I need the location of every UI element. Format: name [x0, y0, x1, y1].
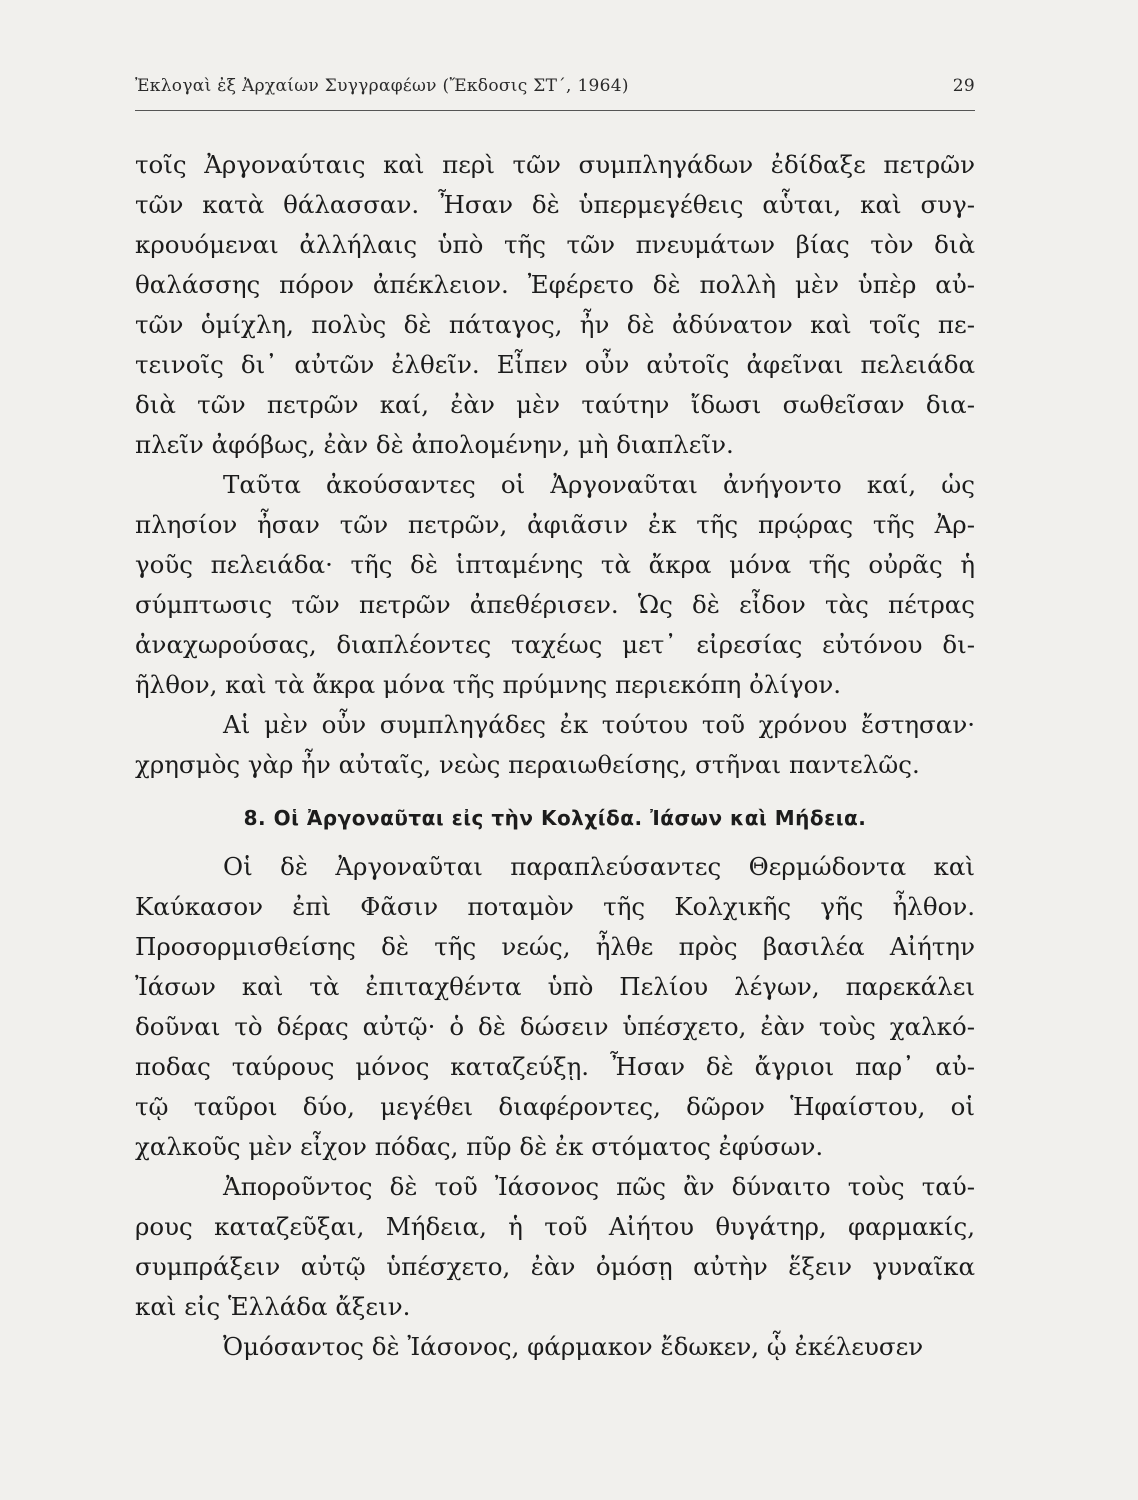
text-line: διὰ τῶν πετρῶν καί, ἐὰν μὲν ταύτην ἴδωσι σωθεῖσαν δια-	[135, 390, 975, 419]
text-line: Αἱ μὲν οὖν συμπληγάδες ἐκ τούτου τοῦ χρόνου ἔστησαν·	[223, 710, 975, 739]
text-line: ποδας ταύρους μόνος καταζεύξῃ. Ἦσαν δὲ ἄγριοι παρ᾽ αὐ-	[135, 1052, 975, 1081]
text-line: τοῖς Ἀργοναύταις καὶ περὶ τῶν συμπληγάδων ἐδίδαξε πετρῶν	[135, 150, 975, 179]
running-header-title: Ἐκλογαὶ ἐξ Ἀρχαίων Συγγραφέων (Ἔκδοσις ΣΤ΄, 1964)	[135, 76, 629, 96]
page-number: 29	[952, 76, 975, 96]
text-line: γοῦς πελειάδα· τῆς δὲ ἱπταμένης τὰ ἄκρα μόνα τῆς οὐρᾶς ἡ	[135, 550, 975, 579]
paragraph	[135, 705, 975, 785]
running-header	[135, 76, 975, 106]
text-line: χαλκοῦς μὲν εἶχον πόδας, πῦρ δὲ ἐκ στόματος ἐφύσων.	[135, 1132, 824, 1161]
text-line: καὶ εἰς Ἑλλάδα ἄξειν.	[135, 1292, 411, 1321]
text-line: Ἰάσων καὶ τὰ ἐπιταχθέντα ὑπὸ Πελίου λέγων, παρεκάλει	[135, 972, 975, 1001]
text-line: Προσορμισθείσης δὲ τῆς νεώς, ἦλθε πρὸς βασιλέα Αἰήτην	[135, 932, 975, 961]
text-line: σύμπτωσις τῶν πετρῶν ἀπεθέρισεν. Ὡς δὲ εἶδον τὰς πέτρας	[135, 590, 975, 619]
paragraph	[135, 847, 975, 1167]
paragraph	[135, 1327, 975, 1367]
body-text	[135, 145, 975, 1367]
text-line: τῷ ταῦροι δύο, μεγέθει διαφέροντες, δῶρον Ἡφαίστου, οἱ	[135, 1092, 975, 1121]
text-line: θαλάσσης πόρον ἀπέκλειον. Ἐφέρετο δὲ πολλὴ μὲν ὑπὲρ αὐ-	[135, 270, 975, 299]
text-line: Ταῦτα ἀκούσαντες οἱ Ἀργοναῦται ἀνήγοντο καί, ὡς	[223, 470, 975, 499]
text-line: χρησμὸς γὰρ ἦν αὐταῖς, νεὼς περαιωθείσης, στῆναι παντελῶς.	[135, 750, 920, 779]
text-line: Ὀμόσαντος δὲ Ἰάσονος, φάρμακον ἔδωκεν, ᾧ ἐκέλευσεν	[223, 1332, 924, 1361]
text-line: πλησίον ἦσαν τῶν πετρῶν, ἀφιᾶσιν ἐκ τῆς πρῴρας τῆς Ἀρ-	[135, 510, 975, 539]
text-line: ἀναχωρούσας, διαπλέοντες ταχέως μετ᾽ εἰρεσίας εὐτόνου δι-	[135, 630, 975, 659]
text-line: Οἱ δὲ Ἀργοναῦται παραπλεύσαντες Θερμώδοντα καὶ	[223, 852, 975, 881]
text-line: τεινοῖς δι᾽ αὐτῶν ἐλθεῖν. Εἶπεν οὖν αὐτοῖς ἀφεῖναι πελειάδα	[135, 350, 975, 379]
text-line: συμπράξειν αὐτῷ ὑπέσχετο, ἐὰν ὀμόσῃ αὐτὴν ἕξειν γυναῖκα	[135, 1252, 975, 1281]
header-rule	[135, 110, 975, 111]
text-line: δοῦναι τὸ δέρας αὐτῷ· ὁ δὲ δώσειν ὑπέσχετο, ἐὰν τοὺς χαλκό-	[135, 1012, 975, 1041]
paragraph	[135, 1167, 975, 1327]
text-line: κρουόμεναι ἀλλήλαις ὑπὸ τῆς τῶν πνευμάτων βίας τὸν διὰ	[135, 230, 975, 259]
text-line: ρους καταζεῦξαι, Μήδεια, ἡ τοῦ Αἰήτου θυγάτηρ, φαρμακίς,	[135, 1212, 975, 1241]
paragraph	[135, 145, 975, 465]
text-line: τῶν ὁμίχλη, πολὺς δὲ πάταγος, ἦν δὲ ἀδύνατον καὶ τοῖς πε-	[135, 310, 975, 339]
paragraph	[135, 465, 975, 705]
text-line: Ἀποροῦντος δὲ τοῦ Ἰάσονος πῶς ἂν δύναιτο τοὺς ταύ-	[223, 1172, 975, 1201]
text-line: ῆλθον, καὶ τὰ ἄκρα μόνα τῆς πρύμνης περιεκόπη ὀλίγον.	[135, 670, 842, 699]
text-line: Καύκασον ἐπὶ Φᾶσιν ποταμὸν τῆς Κολχικῆς γῆς ἦλθον.	[135, 892, 975, 921]
section-heading: 8. Οἱ Ἀργοναῦται εἰς τὴν Κολχίδα. Ἰάσων καὶ Μήδεια.	[243, 806, 867, 830]
text-line: τῶν κατὰ θάλασσαν. Ἦσαν δὲ ὑπερμεγέθεις αὗται, καὶ συγ-	[135, 190, 975, 219]
text-line: πλεῖν ἀφόβως, ἐὰν δὲ ἀπολομένην, μὴ διαπλεῖν.	[135, 430, 734, 459]
